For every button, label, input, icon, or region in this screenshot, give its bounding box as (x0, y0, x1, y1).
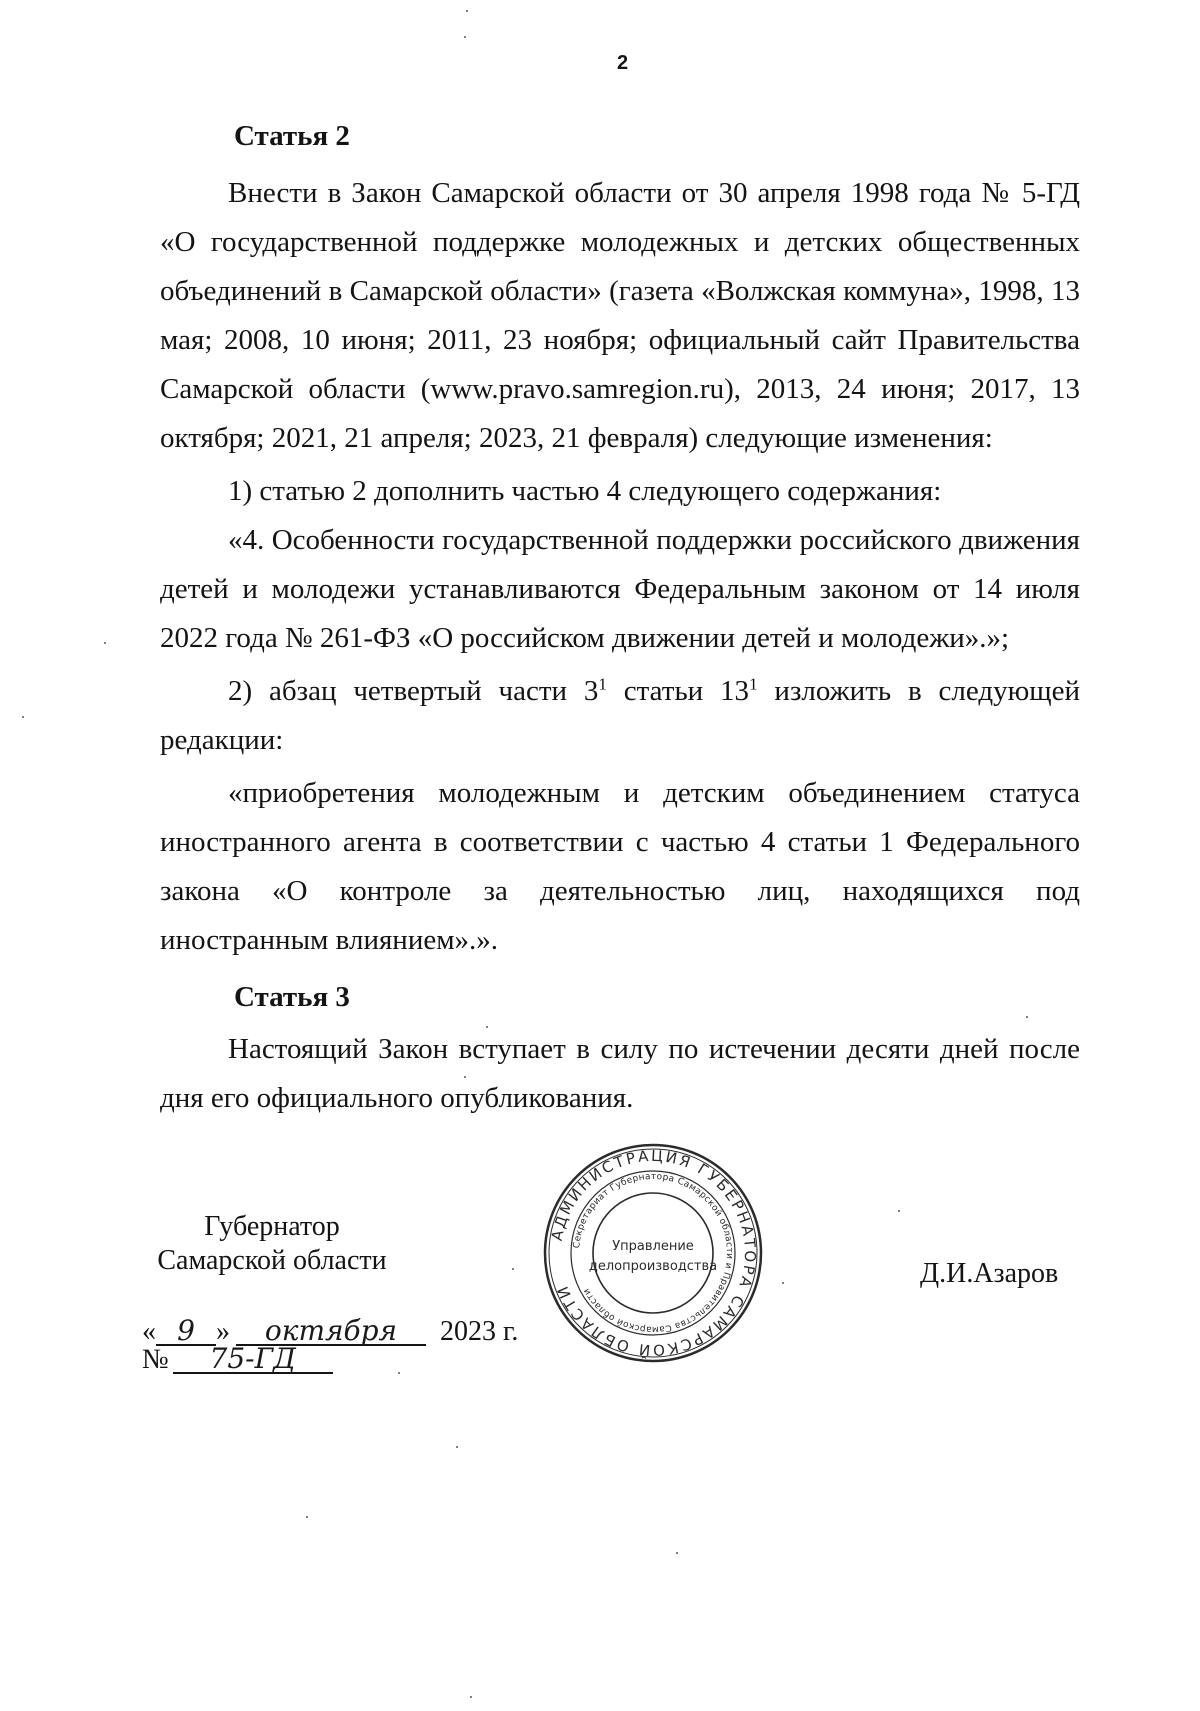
item-2-text-c: изложить в следующей редакции: (160, 675, 1080, 756)
scan-speck (512, 1268, 514, 1270)
scan-speck (486, 1026, 488, 1028)
item-2-superscript-a: 1 (598, 674, 607, 694)
article-3-text: Настоящий Закон вступает в силу по истечении десяти дней после дня его официального опубликования. (160, 1033, 1080, 1114)
official-seal (540, 1140, 766, 1366)
date-year: 2023 г. (440, 1316, 519, 1347)
scan-speck (782, 1282, 784, 1284)
handwritten-day: 9 (156, 1318, 216, 1346)
signature-block (0, 1140, 1200, 1440)
date-open-quote: « (142, 1316, 156, 1347)
scan-speck (104, 642, 106, 644)
scan-speck (464, 36, 466, 38)
handwritten-month: октября (236, 1318, 426, 1346)
page-number: 2 (616, 52, 629, 74)
article-2-item-1-quote: «4. Особенности государственной поддержки российского движения детей и молодежи устанавливаются Федеральным законом от 14 июля 2022 года № 261-ФЗ «О российском движении детей и молодежи».»; (160, 524, 1080, 654)
article-2-heading: Статья 2 (234, 120, 350, 152)
scan-speck (398, 1372, 400, 1374)
scan-speck (898, 1210, 900, 1212)
document-body (160, 118, 1080, 1123)
article-2-item-1: 1) статью 2 дополнить частью 4 следующего содержания: (228, 475, 942, 507)
article-2-item-2 (160, 667, 1080, 765)
scan-speck (464, 1076, 466, 1078)
article-3-heading: Статья 3 (234, 981, 350, 1013)
seal-center-line-2: делопроизводства (588, 1259, 718, 1274)
scan-speck (1026, 1016, 1028, 1018)
seal-outer-text: АДМИНИСТРАЦИЯ ГУБЕРНАТОРА САМАРСКОЙ ОБЛАСТИ (547, 1146, 760, 1360)
date-close-quote: » (216, 1316, 230, 1347)
number-sign: № (142, 1344, 169, 1375)
item-2-text-b: статьи 13 (606, 675, 750, 707)
governor-name: Д.И.Азаров (920, 1258, 1059, 1289)
scan-speck (456, 1446, 458, 1448)
article-2-item-2-quote: «приобретения молодежным и детским объединением статуса иностранного агента в соответствии с частью 4 статьи 1 Федерального закона «О контроле за деятельностью лиц, находящихся под иностранным влиянием».». (160, 777, 1080, 956)
governor-title-line-2: Самарской области (157, 1245, 387, 1276)
handwritten-number: 75-ГД (173, 1346, 333, 1374)
seal-inner-text: Секретариат Губернатора Самарской области и Правительства Самарской области (572, 1171, 735, 1335)
scan-speck (466, 10, 468, 12)
governor-title-line-1: Губернатор (204, 1211, 340, 1242)
item-2-text-a: 2) абзац четвертый части 3 (228, 675, 599, 707)
scan-speck (306, 1516, 308, 1518)
scan-speck (470, 1696, 472, 1698)
article-2-intro: Внести в Закон Самарской области от 30 апреля 1998 года № 5-ГД «О государственной поддержке молодежных и детских общественных объединений в Самарской области» (газета «Волжская коммуна», 1998, 13 мая; 2008, 10 июня; 2011, 23 ноября; официальный сайт Правительства Самарской области (www.pravo.samregion.ru), 2013, 24 июня; 2017, 13 октября; 2021, 21 апреля; 2023, 21 февраля) следующие изменения: (160, 177, 1080, 454)
item-2-superscript-b: 1 (749, 674, 758, 694)
governor-title (142, 1210, 402, 1278)
law-number (142, 1344, 333, 1376)
seal-center-line-1: Управление (612, 1239, 694, 1254)
scan-speck (676, 1552, 678, 1554)
scan-speck (22, 716, 24, 718)
